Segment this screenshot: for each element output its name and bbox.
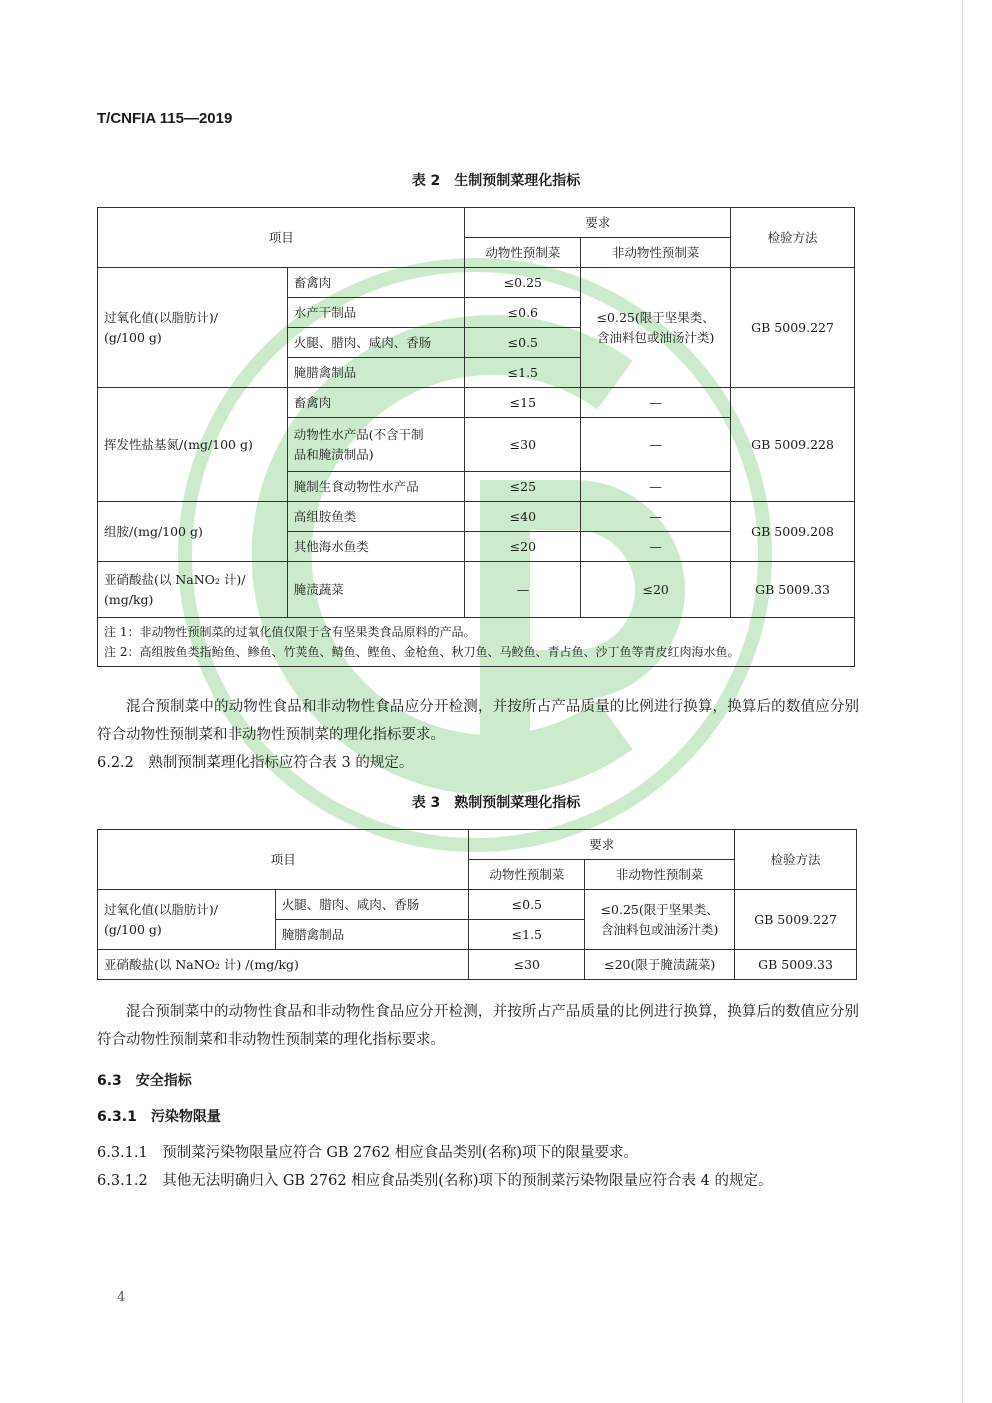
t2-head-animal: 动物性预制菜 — [465, 238, 581, 268]
t2-g1-sub: 腌腊禽制品 — [287, 358, 465, 388]
clause-6-3-1-1: 6.3.1.1 预制菜污染物限量应符合 GB 2762 相应食品类别(名称)项下的限量要求。 — [97, 1145, 639, 1161]
t2-g3-sub: 高组胺鱼类 — [287, 502, 465, 532]
t2-g2-sub: 腌制生食动物性水产品 — [287, 472, 465, 502]
t3-g1-method: GB 5009.227 — [735, 890, 857, 950]
t2-g1-method: GB 5009.227 — [731, 268, 855, 388]
t2-g1-animal: ≤0.5 — [465, 328, 581, 358]
t2-g2-sub: 畜禽肉 — [287, 388, 465, 418]
t2-g1-animal: ≤0.6 — [465, 298, 581, 328]
section-6-3 — [97, 1067, 859, 1195]
t2-g3-animal: ≤20 — [465, 532, 581, 562]
t3-head-animal: 动物性预制菜 — [469, 860, 585, 890]
clause-6-2-2: 6.2.2 熟制预制菜理化指标应符合表 3 的规定。 — [97, 755, 414, 771]
t3-g1-sub: 腌腊禽制品 — [275, 920, 469, 950]
t2-head-method: 检验方法 — [731, 208, 855, 268]
t3-head-item: 项目 — [98, 830, 469, 890]
para1-text: 混合预制菜中的动物性食品和非动物性食品应分开检测，并按所占产品质量的比例进行换算，换算后的数值应分别符合动物性预制菜和非动物性预制菜的理化指标要求。 — [97, 699, 859, 743]
t2-g3-name: 组胺/(mg/100 g) — [98, 502, 288, 562]
t2-g1-animal: ≤0.25 — [465, 268, 581, 298]
t2-g1-nonanimal: ≤0.25(限于坚果类、 含油料包或油汤汁类) — [581, 268, 731, 388]
t2-g3-nonanimal: — — [581, 502, 731, 532]
section-6-3-title: 6.3 安全指标 — [97, 1073, 192, 1089]
t2-g2-nonanimal: — — [581, 388, 731, 418]
t2-g3-sub: 其他海水鱼类 — [287, 532, 465, 562]
table3 — [97, 829, 857, 980]
t2-g2-animal: ≤30 — [465, 418, 581, 472]
table2-caption: 表 2 生制预制菜理化指标 — [411, 173, 581, 189]
page-number: 4 — [117, 1290, 126, 1305]
t2-g2-nonanimal: — — [581, 418, 731, 472]
t3-g2-name: 亚硝酸盐(以 NaNO₂ 计) /(mg/kg) — [98, 950, 469, 980]
t2-head-nonanimal: 非动物性预制菜 — [581, 238, 731, 268]
t2-g1-sub: 水产干制品 — [287, 298, 465, 328]
t2-g4-animal: — — [465, 562, 581, 618]
t2-head-req: 要求 — [465, 208, 731, 238]
table2 — [97, 207, 855, 667]
t2-g1-animal: ≤1.5 — [465, 358, 581, 388]
clause-6-3-1-2: 6.3.1.2 其他无法明确归入 GB 2762 相应食品类别(名称)项下的预制菜污染物限量应符合表 4 的规定。 — [97, 1173, 773, 1189]
para-mixed-2 — [97, 998, 859, 1054]
t2-g4-method: GB 5009.33 — [731, 562, 855, 618]
t3-head-nonanimal: 非动物性预制菜 — [585, 860, 735, 890]
t3-g1-name: 过氧化值(以脂肪计)/ (g/100 g) — [98, 890, 276, 950]
t3-g1-animal: ≤0.5 — [469, 890, 585, 920]
table3-caption: 表 3 熟制预制菜理化指标 — [411, 795, 581, 811]
t3-head-method: 检验方法 — [735, 830, 857, 890]
t3-head-req: 要求 — [469, 830, 735, 860]
t2-g1-sub: 畜禽肉 — [287, 268, 465, 298]
t2-g3-animal: ≤40 — [465, 502, 581, 532]
t2-g2-sub: 动物性水产品(不含干制 品和腌渍制品) — [287, 418, 465, 472]
para-mixed-1 — [97, 693, 859, 777]
t2-g2-name: 挥发性盐基氮/(mg/100 g) — [98, 388, 288, 502]
t2-g1-sub: 火腿、腊肉、咸肉、香肠 — [287, 328, 465, 358]
t2-note1: 注 1：非动物性预制菜的过氧化值仅限于含有坚果类食品原料的产品。 — [104, 625, 476, 639]
t3-g2-method: GB 5009.33 — [735, 950, 857, 980]
t2-head-item: 项目 — [98, 208, 465, 268]
section-6-3-1-title: 6.3.1 污染物限量 — [97, 1109, 221, 1125]
t2-note2: 注 2：高组胺鱼类指鲐鱼、鲹鱼、竹荚鱼、鲭鱼、鲣鱼、金枪鱼、秋刀鱼、马鲛鱼、青占鱼、沙丁鱼等青皮红肉海水鱼。 — [104, 645, 740, 659]
t2-g1-name: 过氧化值(以脂肪计)/ (g/100 g) — [98, 268, 288, 388]
t3-g1-sub: 火腿、腊肉、咸肉、香肠 — [275, 890, 469, 920]
t2-g3-method: GB 5009.208 — [731, 502, 855, 562]
doc-header: T/CNFIA 115—2019 — [97, 110, 233, 127]
t2-g2-animal: ≤25 — [465, 472, 581, 502]
t2-g3-nonanimal: — — [581, 532, 731, 562]
t2-notes — [98, 618, 855, 667]
t3-g1-animal: ≤1.5 — [469, 920, 585, 950]
t2-g2-nonanimal: — — [581, 472, 731, 502]
t2-g4-nonanimal: ≤20 — [581, 562, 731, 618]
t2-g2-method: GB 5009.228 — [731, 388, 855, 502]
para2-text: 混合预制菜中的动物性食品和非动物性食品应分开检测，并按所占产品质量的比例进行换算，换算后的数值应分别符合动物性预制菜和非动物性预制菜的理化指标要求。 — [97, 1004, 859, 1048]
t2-g4-name: 亚硝酸盐(以 NaNO₂ 计)/ (mg/kg) — [98, 562, 288, 618]
t2-g2-animal: ≤15 — [465, 388, 581, 418]
t2-g4-sub: 腌渍蔬菜 — [287, 562, 465, 618]
t3-g2-animal: ≤30 — [469, 950, 585, 980]
page-edge-line — [962, 0, 963, 1403]
t3-g1-nonanimal: ≤0.25(限于坚果类、 含油料包或油汤汁类) — [585, 890, 735, 950]
t3-g2-nonanimal: ≤20(限于腌渍蔬菜) — [585, 950, 735, 980]
